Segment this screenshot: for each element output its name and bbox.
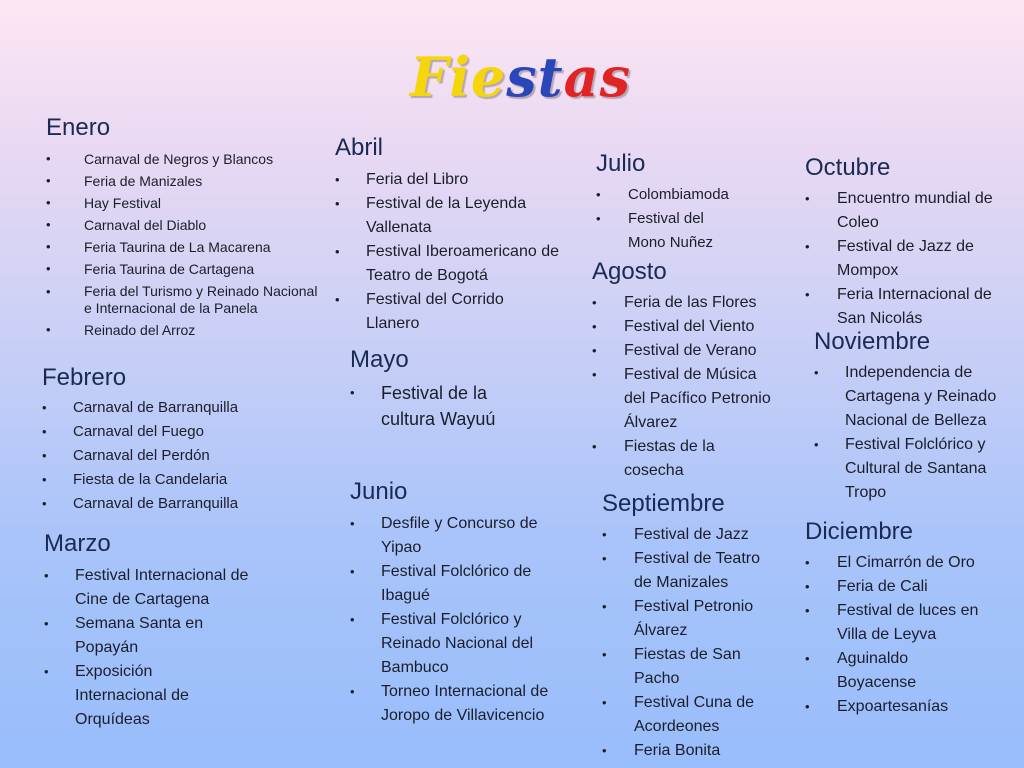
festival-item: • Carnaval del Fuego [42, 420, 302, 444]
festival-item: • Carnaval de Barranquilla [42, 492, 302, 516]
festival-item: • Festival de Teatro de Manizales [602, 547, 779, 595]
festival-list [805, 187, 1020, 331]
festival-item: • Fiestas de la cosecha [592, 435, 734, 483]
festival-item: • Festival del Mono Nuñez [596, 207, 738, 255]
festival-item: • Feria del Turismo y Reinado Nacional e Internacional de la Panela [46, 283, 326, 317]
month-abril [335, 134, 565, 336]
month-heading: Enero [46, 114, 111, 141]
festival-item: • El Cimarrón de Oro [805, 551, 1015, 575]
month-heading: Septiembre [602, 490, 725, 517]
festival-item: • Colombiamoda [596, 183, 766, 207]
month-mayo [350, 346, 530, 432]
month-heading: Octubre [805, 154, 891, 181]
festival-item: • Festival Iberoamericano de Teatro de Bogotá [335, 240, 565, 288]
festival-item: • Festival Folclórico de Ibagué [350, 560, 570, 608]
title-letter: s [599, 45, 631, 109]
festival-item: • Festival de Verano [592, 339, 782, 363]
festival-item: • Feria Internacional de San Nicolás [805, 283, 1017, 331]
festival-item: • Carnaval de Barranquilla [42, 396, 302, 420]
month-noviembre [814, 328, 1022, 505]
month-febrero [42, 364, 302, 516]
month-heading: Abril [335, 134, 384, 161]
festival-item: • Festival Folclórico y Reinado Nacional del Bambuco [350, 608, 570, 680]
month-septiembre [602, 490, 792, 763]
month-heading: Febrero [42, 364, 127, 391]
festival-list [350, 512, 570, 728]
month-heading: Julio [596, 150, 646, 177]
festival-item: • Festival de la Leyenda Vallenata [335, 192, 565, 240]
festival-list [46, 148, 326, 341]
month-heading: Noviembre [814, 328, 931, 355]
month-heading: Marzo [44, 530, 111, 557]
festival-item: • Festival de Música del Pacífico Petronio Álvarez [592, 363, 774, 435]
festival-item: • Expoartesanías [805, 695, 1015, 719]
festival-item: • Encuentro mundial de Coleo [805, 187, 1002, 235]
title-letter: i [449, 45, 471, 109]
festival-list [592, 291, 782, 483]
festival-item: • Feria del Libro [335, 168, 565, 192]
festival-list [596, 183, 766, 255]
page-title [410, 45, 631, 109]
festival-item: • Carnaval del Diablo [46, 214, 326, 236]
month-heading: Agosto [592, 258, 667, 285]
festival-item: • Festival de luces en Villa de Leyva [805, 599, 1002, 647]
festival-item: • Festival del Viento [592, 315, 782, 339]
month-heading: Junio [350, 478, 408, 505]
festival-item: • Feria Taurina de La Macarena [46, 236, 326, 258]
festival-item: • Festival Folclórico y Cultural de Santana Tropo [814, 433, 1022, 505]
festival-item: • Festival de Jazz [602, 523, 792, 547]
festival-item: • Semana Santa en Popayán [44, 612, 264, 660]
festival-item: • Exposición Internacional de Orquídeas [44, 660, 210, 732]
title-letter: e [470, 45, 507, 109]
festival-item: • Feria Bonita [602, 739, 792, 763]
festival-list [805, 551, 1015, 719]
festival-item: • Feria Taurina de Cartagena [46, 258, 326, 280]
title-letter: t [537, 45, 564, 109]
festival-item: • Reinado del Arroz [46, 319, 326, 341]
festival-list [44, 564, 264, 732]
month-diciembre [805, 518, 1015, 719]
festival-list [602, 523, 792, 763]
month-heading: Diciembre [805, 518, 914, 545]
festival-item: • Feria de Manizales [46, 170, 326, 192]
festival-item: • Carnaval del Perdón [42, 444, 302, 468]
festival-item: • Feria de Cali [805, 575, 1015, 599]
month-enero [46, 114, 326, 341]
festival-item: • Fiesta de la Candelaria [42, 468, 302, 492]
month-octubre [805, 154, 1020, 331]
month-heading: Mayo [350, 346, 409, 373]
month-julio [596, 150, 766, 255]
title-letter: s [506, 45, 538, 109]
festival-item: • Festival del Corrido Llanero [335, 288, 531, 336]
festival-item: • Festival Internacional de Cine de Cartagena [44, 564, 264, 612]
month-marzo [44, 530, 264, 732]
festival-list [335, 168, 565, 336]
festival-item: • Torneo Internacional de Joropo de Villavicencio [350, 680, 570, 728]
festival-list [814, 361, 1022, 505]
festival-item: • Festival de Jazz de Mompox [805, 235, 997, 283]
festival-item: • Aguinaldo Boyacense [805, 647, 947, 695]
festival-item: • Fiestas de San Pacho [602, 643, 754, 691]
festival-item: • Desfile y Concurso de Yipao [350, 512, 570, 560]
title-letter: a [563, 45, 600, 109]
festival-item: • Festival de la cultura Wayuú [350, 380, 506, 432]
month-junio [350, 478, 570, 728]
festival-item: • Independencia de Cartagena y Reinado Nacional de Belleza [814, 361, 1022, 433]
festival-item: • Carnaval de Negros y Blancos [46, 148, 326, 170]
month-agosto [592, 258, 782, 483]
festival-item: • Festival Cuna de Acordeones [602, 691, 774, 739]
festival-item: • Hay Festival [46, 192, 326, 214]
festival-list [350, 380, 530, 432]
festival-item: • Festival Petronio Álvarez [602, 595, 779, 643]
title-letter: F [410, 45, 450, 109]
festival-item: • Feria de las Flores [592, 291, 782, 315]
festival-list [42, 396, 302, 516]
